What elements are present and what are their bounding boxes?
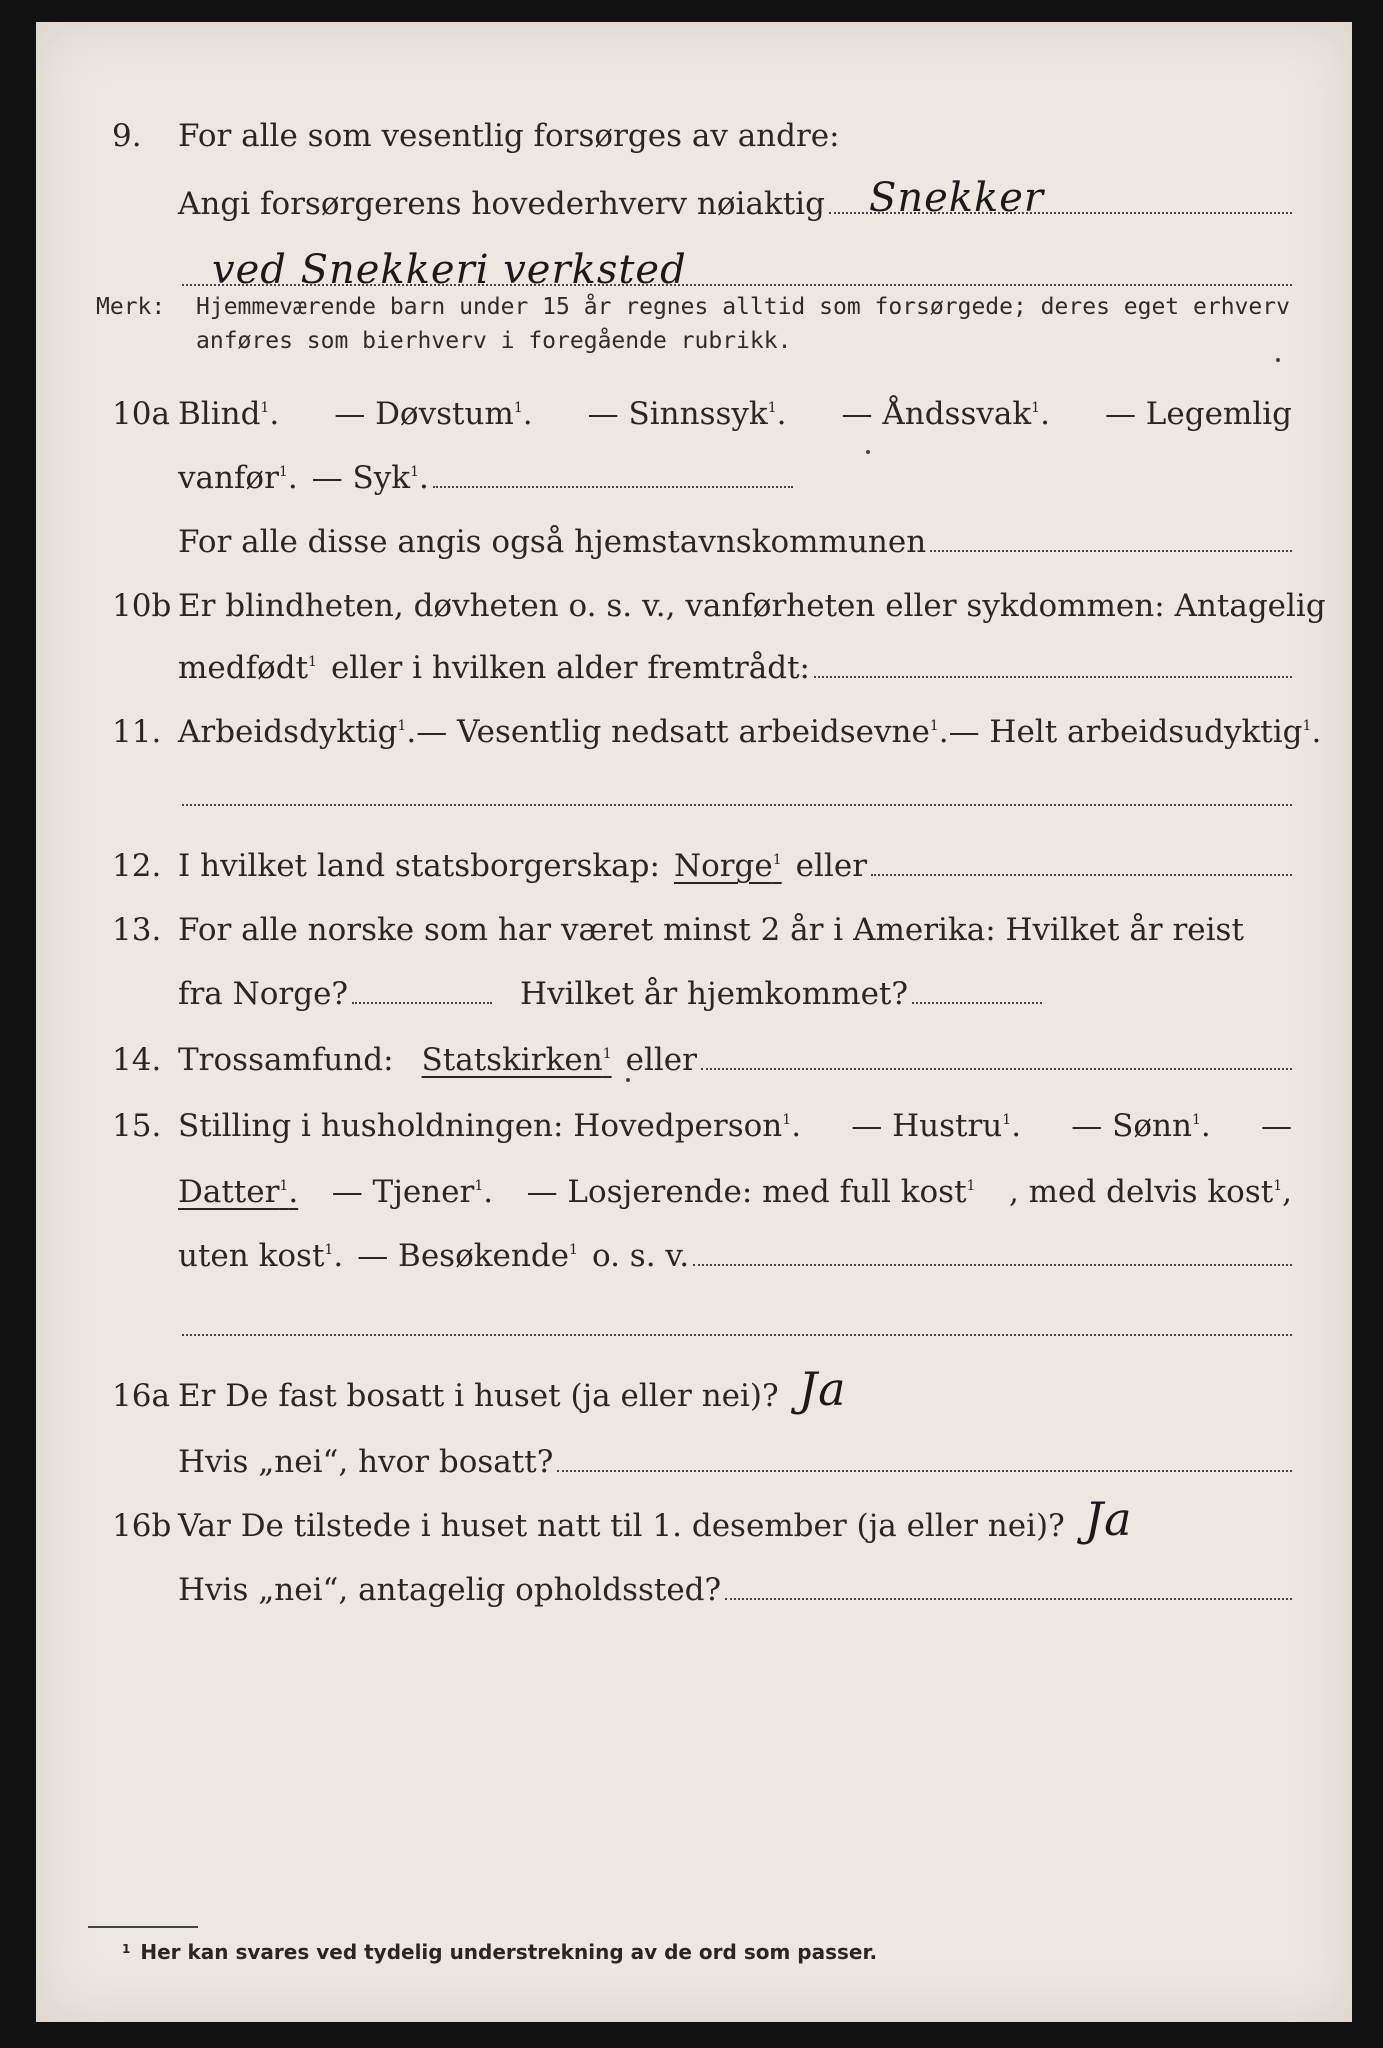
- q9-number: 9.: [112, 118, 142, 154]
- q15-opt-delvis-kost[interactable]: , med delvis kost$^1$,: [1008, 1174, 1292, 1210]
- q10a-opt-blind[interactable]: Blind$^1$.: [178, 396, 280, 432]
- q10a-number: 10a: [112, 396, 170, 432]
- q13-reist-field[interactable]: [352, 1001, 492, 1004]
- paper-speck: [626, 1078, 630, 1082]
- q10b-number: 10b: [112, 588, 172, 624]
- paper-speck: [1276, 358, 1280, 362]
- q9-occupation-label: Angi forsørgerens hovederhverv nøiaktig: [178, 186, 825, 222]
- q16a-handwritten-answer: Ja: [798, 1362, 847, 1416]
- footnote: [122, 1940, 877, 1964]
- q13-hjemkommet-label: Hvilket år hjemkommet?: [520, 976, 909, 1012]
- q11-line1: [36, 698, 1352, 748]
- q16b-handwritten-answer: Ja: [1084, 1492, 1133, 1546]
- q9-handwritten-answer-1: Snekker: [868, 175, 1045, 221]
- q9-question: For alle som vesentlig forsørges av andre:: [178, 118, 840, 154]
- q16b-opphold-label: Hvis „nei“, antagelig opholdssted?: [178, 1572, 722, 1608]
- q15-line2: [36, 1158, 1352, 1208]
- q12-question: I hvilket land statsborgerskap:: [178, 848, 660, 884]
- q10b-question: Er blindheten, døvheten o. s. v., vanførheten eller sykdommen: Antagelig: [178, 588, 1326, 624]
- q16b-line1: [36, 1492, 1352, 1546]
- q12-opt-norge[interactable]: Norge$^1$: [673, 848, 782, 884]
- q16a-number: 16a: [112, 1378, 170, 1414]
- q11-line2: [36, 762, 1352, 812]
- q9-handwritten-answer-2: ved Snekkeri verksted: [212, 247, 687, 293]
- q14-opt-statskirken[interactable]: Statskirken$^1$: [421, 1042, 612, 1078]
- q11-opt-nedsatt[interactable]: — Vesentlig nedsatt arbeidsevne$^1$.: [416, 714, 949, 750]
- q15-opt-hovedperson[interactable]: Stilling i husholdningen: Hovedperson$^1$.: [178, 1108, 802, 1144]
- q11-opt-arbeidsdyktig[interactable]: Arbeidsdyktig$^1$.: [178, 714, 417, 750]
- merk-line1: Hjemmeværende barn under 15 år regnes alltid som forsørgede; deres eget erhverv: [196, 294, 1290, 320]
- q11-field[interactable]: [182, 803, 1292, 806]
- q16a-line2: [36, 1428, 1352, 1478]
- q12-number: 12.: [112, 848, 162, 884]
- q10a-opt-vanfor[interactable]: vanfør$^1$.: [178, 460, 298, 496]
- q15-field[interactable]: [693, 1263, 1292, 1266]
- q15-opt-besokende[interactable]: — Besøkende$^1$: [357, 1238, 578, 1274]
- q15-line4: [36, 1292, 1352, 1342]
- q16a-line1: [36, 1362, 1352, 1416]
- q14-field[interactable]: [701, 1067, 1292, 1070]
- q10b-alder-field[interactable]: [814, 675, 1292, 678]
- q9-line1: [36, 102, 1352, 152]
- q16a-question: Er De fast bosatt i huset (ja eller nei)?: [178, 1378, 779, 1414]
- q9-occupation-field[interactable]: [829, 175, 1292, 221]
- q15-dash: —: [1260, 1108, 1292, 1144]
- q9-line3: [36, 242, 1352, 292]
- q10a-opt-legemlig[interactable]: — Legemlig: [1104, 396, 1292, 432]
- q10a-line1: [36, 380, 1352, 430]
- q15-opt-uten-kost[interactable]: uten kost$^1$.: [178, 1238, 344, 1274]
- q9-occupation-field-2[interactable]: [182, 247, 1292, 293]
- q10b-line2: [36, 634, 1352, 684]
- q15-number: 15.: [112, 1108, 162, 1144]
- q10a-line2: [36, 444, 1352, 494]
- q13-hjemkommet-field[interactable]: [912, 1001, 1042, 1004]
- q12-field[interactable]: [871, 873, 1292, 876]
- q14-line: [36, 1026, 1352, 1076]
- q13-number: 13.: [112, 912, 162, 948]
- merk-label: Merk:: [96, 294, 166, 320]
- merk-line2: anføres som bierhverv i foregående rubrikk.: [196, 328, 792, 354]
- q10b-alder-label: eller i hvilken alder fremtrådt:: [330, 650, 810, 686]
- footnote-mark: 1: [122, 1942, 131, 1956]
- q15-field-2[interactable]: [182, 1333, 1292, 1336]
- q15-opt-hustru[interactable]: — Hustru$^1$.: [851, 1108, 1022, 1144]
- q15-opt-full-kost[interactable]: — Losjerende: med full kost$^1$: [526, 1174, 976, 1210]
- q14-eller: eller: [625, 1042, 697, 1078]
- q10a-hjemstavn-label: For alle disse angis også hjemstavnskommunen: [178, 524, 927, 560]
- q10a-hjemstavn-field[interactable]: [930, 549, 1292, 552]
- q16b-line2: [36, 1556, 1352, 1606]
- q16a-hvor-field[interactable]: [557, 1469, 1292, 1472]
- q11-number: 11.: [112, 714, 162, 750]
- q9-line2: [36, 170, 1352, 220]
- q10a-opt-andssvak[interactable]: — Åndssvak$^1$.: [841, 396, 1050, 432]
- q12-eller: eller: [795, 848, 868, 884]
- q16a-hvor-label: Hvis „nei“, hvor bosatt?: [178, 1444, 554, 1480]
- census-form-page: [36, 22, 1352, 2022]
- q14-question: Trossamfund:: [178, 1042, 394, 1078]
- q15-opt-datter[interactable]: Datter$^1$.: [178, 1174, 299, 1210]
- q13-line1: [36, 896, 1352, 946]
- q13-line2: [36, 960, 1352, 1010]
- q15-opt-sonn[interactable]: — Sønn$^1$.: [1071, 1108, 1211, 1144]
- q11-opt-udyktig[interactable]: — Helt arbeidsudyktig$^1$.: [948, 714, 1322, 750]
- q10b-opt-medfodt[interactable]: medfødt$^1$: [178, 650, 317, 686]
- q15-osv: o. s. v.: [591, 1238, 690, 1274]
- q10a-line3: [36, 508, 1352, 558]
- paper-speck: [866, 450, 870, 454]
- q12-line: [36, 832, 1352, 882]
- q16b-number: 16b: [112, 1508, 172, 1544]
- q15-opt-tjener[interactable]: — Tjener$^1$.: [331, 1174, 494, 1210]
- q10a-opt-syk[interactable]: — Syk$^1$.: [311, 460, 429, 496]
- q10b-line1: [36, 572, 1352, 622]
- footnote-rule: [88, 1926, 198, 1928]
- footnote-text: Her kan svares ved tydelig understrekning av de ord som passer.: [140, 1940, 878, 1964]
- q13-reist-label: fra Norge?: [178, 976, 349, 1012]
- q16b-question: Var De tilstede i huset natt til 1. desember (ja eller nei)?: [178, 1508, 1065, 1544]
- q14-number: 14.: [112, 1042, 162, 1078]
- q16b-opphold-field[interactable]: [725, 1597, 1292, 1600]
- q15-line1: [36, 1092, 1352, 1142]
- q10a-opt-dovstum[interactable]: — Døvstum$^1$.: [334, 396, 533, 432]
- q15-line3: [36, 1222, 1352, 1272]
- q13-question: For alle norske som har været minst 2 år i Amerika: Hvilket år reist: [178, 912, 1244, 948]
- q10a-syk-field[interactable]: [433, 485, 793, 488]
- q10a-opt-sinnssyk[interactable]: — Sinnssyk$^1$.: [587, 396, 787, 432]
